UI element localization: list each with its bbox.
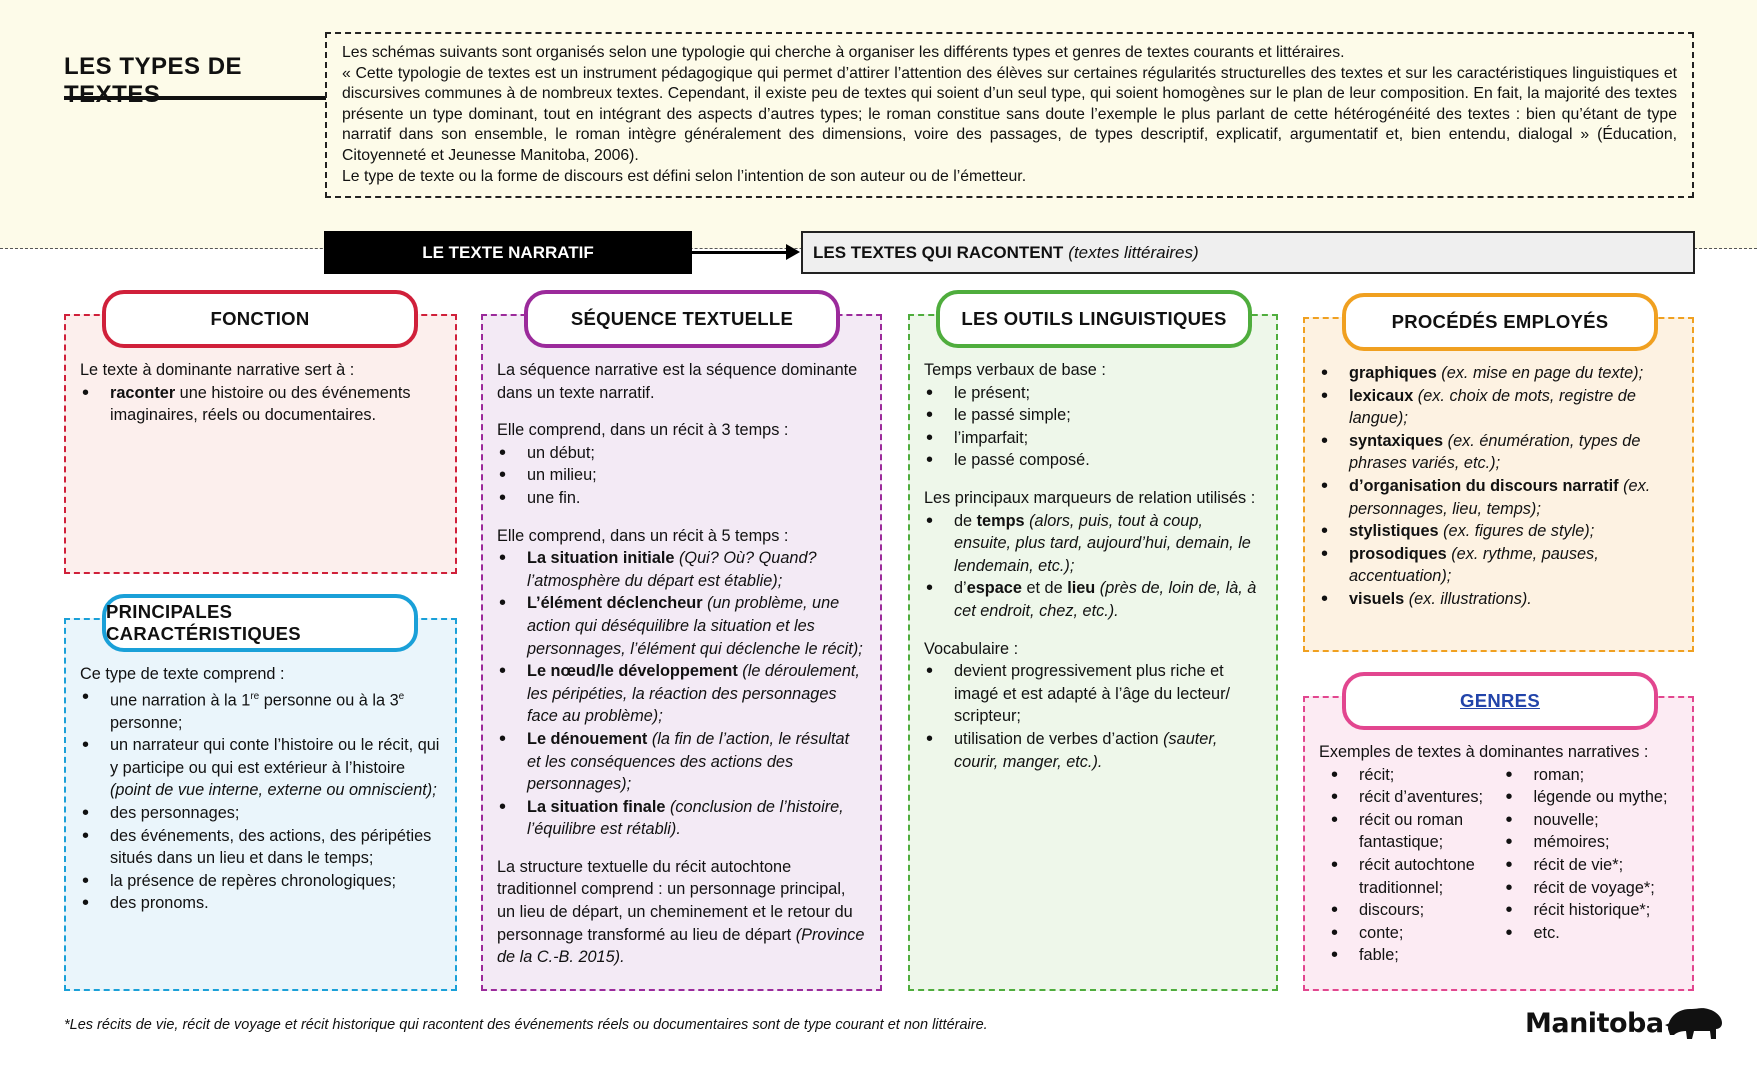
list-item — [1319, 520, 1678, 543]
list-item: • le passé composé. — [924, 449, 1262, 472]
car-item2-italic: (point de vue interne, externe ou omniscient); — [110, 781, 437, 800]
procede-bold: visuels — [1349, 589, 1405, 608]
fonction-list — [80, 382, 441, 427]
procede-bold: d’organisation du discours narratif — [1349, 476, 1619, 495]
caracteristiques-list — [80, 686, 441, 915]
list-item — [924, 510, 1262, 578]
genres-header — [1342, 672, 1658, 730]
marq2-bold1: espace — [966, 579, 1022, 598]
list-item: • des événements, des actions, des péripéties situés dans un lieu et dans le temps; — [80, 825, 441, 870]
outils-panel — [908, 314, 1278, 991]
autochtone-ref: (Province de la C.-B. 2015). — [497, 925, 865, 967]
car-item1-sup2: e — [398, 690, 405, 702]
footnote: *Les récits de vie, récit de voyage et récit historique qui racontent des événements réels ou documentaires sont de type courant et non littéraire. — [64, 1017, 988, 1033]
list-item: • conte; — [1329, 922, 1504, 945]
list-item — [80, 734, 441, 802]
list-item: • le présent; — [924, 382, 1262, 405]
list-item: • récit autochtone traditionnel; — [1329, 854, 1504, 899]
page-title: LES TYPES DE TEXTES — [64, 53, 326, 100]
manitoba-logo — [1525, 1003, 1726, 1043]
list-item: • fable; — [1329, 944, 1504, 967]
seq-step-bold: Le nœud/le développement — [527, 662, 738, 681]
genres-col2 — [1504, 764, 1679, 967]
sequence-three-intro: Elle comprend, dans un récit à 3 temps : — [497, 421, 789, 440]
outils-temps-intro: Temps verbaux de base : — [924, 361, 1106, 379]
arrow-right-icon — [786, 244, 800, 260]
procede-italic: (ex. choix de mots, registre de langue); — [1349, 386, 1636, 428]
car-item1-a: une narration à la 1 — [110, 691, 251, 710]
list-item — [497, 796, 866, 841]
genres-panel — [1303, 696, 1694, 991]
list-item — [497, 660, 866, 728]
fonction-panel — [64, 314, 457, 574]
texte-narratif-label: LE TEXTE NARRATIF — [324, 231, 692, 274]
procede-italic: (ex. figures de style); — [1438, 522, 1595, 541]
autochtone-text: La structure textuelle du récit autochtone traditionnel comprend : un personnage principal, un lieu de départ, un cheminement et le retour du personnage transformé au lieu de départ — [497, 857, 853, 944]
outils-vocab-list — [924, 660, 1262, 773]
list-item — [1319, 430, 1678, 475]
list-item: • l’imparfait; — [924, 427, 1262, 450]
logo-text: Manitoba — [1525, 1007, 1664, 1039]
procede-italic: (ex. énumération, types de phrases variés, etc.); — [1349, 431, 1641, 473]
list-item: • un milieu; — [497, 464, 866, 487]
list-item: • etc. — [1504, 922, 1679, 945]
list-item: • discours; — [1329, 899, 1504, 922]
seq-step-italic: (le déroulement, les péripéties, la réaction des personnages face au problème); — [527, 662, 860, 726]
genres-link[interactable]: GENRES — [1460, 690, 1540, 711]
procede-italic: (ex. illustrations). — [1404, 589, 1532, 608]
list-item: • mémoires; — [1504, 831, 1679, 854]
marq2-a: d’ — [954, 579, 967, 598]
list-item — [1319, 588, 1678, 611]
list-item: • récit historique*; — [1504, 899, 1679, 922]
car-item1-sup1: re — [250, 690, 260, 702]
sequence-panel — [481, 314, 882, 991]
outils-temps-list — [924, 382, 1262, 472]
marq1-pre: de — [954, 511, 977, 530]
seq-step-italic: (la fin de l’action, le résultat et les conséquences des actions des personnages); — [527, 729, 850, 794]
list-item — [1319, 385, 1678, 430]
marq1-italic: (alors, puis, tout à coup, ensuite, plus tard, aujourd’hui, demain, le lendemain, etc.); — [954, 511, 1251, 575]
sequence-header: SÉQUENCE TEXTUELLE — [524, 290, 840, 348]
outils-marq-intro: Les principaux marqueurs de relation utilisés : — [924, 488, 1256, 507]
list-item — [1319, 475, 1678, 520]
sequence-five-list — [497, 547, 866, 841]
arrow-line — [692, 251, 788, 254]
procede-italic: (ex. mise en page du texte); — [1436, 364, 1644, 382]
procede-bold: stylistiques — [1349, 522, 1439, 541]
sequence-five-intro: Elle comprend, dans un récit à 5 temps : — [497, 526, 789, 545]
bison-icon — [1664, 1003, 1726, 1043]
procede-bold: graphiques — [1349, 364, 1437, 382]
caracteristiques-intro: Ce type de texte comprend : — [80, 665, 285, 683]
procedes-list — [1319, 362, 1678, 611]
procede-bold: syntaxiques — [1349, 431, 1444, 450]
list-item: • légende ou mythe; — [1504, 786, 1679, 809]
list-item: • roman; — [1504, 764, 1679, 787]
list-item: • un début; — [497, 442, 866, 465]
procedes-panel — [1303, 317, 1694, 652]
list-item: • la présence de repères chronologiques; — [80, 870, 441, 893]
list-item: • des personnages; — [80, 802, 441, 825]
seq-step-bold: La situation finale — [527, 797, 666, 816]
outils-marq-list — [924, 510, 1262, 623]
intro-box — [325, 32, 1694, 198]
list-item — [80, 686, 441, 735]
procede-italic: (ex. rythme, pauses, accentuation); — [1349, 544, 1599, 586]
intro-paragraph-3: Le type de texte ou la forme de discours est défini selon l’intention de son auteur ou de l’émetteur. — [342, 167, 1027, 185]
seq-step-italic: (Qui? Où? Quand? l’atmosphère du départ est établie); — [527, 549, 817, 590]
seq-step-italic: (un problème, une action qui déséquilibre la situation et les personnages, l’élément qui déclenche le récit); — [527, 594, 863, 658]
racontent-italic: (textes littéraires) — [1068, 242, 1199, 262]
outils-header: LES OUTILS LINGUISTIQUES — [936, 290, 1252, 348]
marq1-bold: temps — [976, 511, 1025, 530]
fonction-header: FONCTION — [102, 290, 418, 348]
outils-vocab-intro: Vocabulaire : — [924, 639, 1019, 658]
list-item: • récit de voyage*; — [1504, 877, 1679, 900]
seq-step-bold: Le dénouement — [527, 729, 648, 748]
sequence-intro: La séquence narrative est la séquence dominante dans un texte narratif. — [497, 361, 858, 402]
list-item — [1319, 543, 1678, 588]
fonction-intro: Le texte à dominante narrative sert à : — [80, 361, 355, 379]
marq2-italic: (près de, loin de, là, à cet endroit, chez, etc.). — [954, 579, 1257, 620]
procede-bold: lexicaux — [1349, 386, 1414, 405]
intro-paragraph-1: Les schémas suivants sont organisés selon une typologie qui cherche à organiser les différents types et genres de textes courants et littéraires. — [342, 44, 1345, 61]
list-item — [1319, 362, 1678, 385]
caracteristiques-panel — [64, 618, 457, 991]
procede-bold: prosodiques — [1349, 544, 1447, 563]
list-item: • récit; — [1329, 764, 1504, 787]
vocab2-text: utilisation de verbes d’action — [954, 729, 1164, 748]
sequence-three-list — [497, 442, 866, 510]
fonction-item-text: une histoire ou des événements imaginaires, réels ou documentaires. — [110, 383, 411, 425]
list-item — [497, 592, 866, 660]
list-item: • nouvelle; — [1504, 809, 1679, 832]
marq2-b: et de — [1021, 579, 1068, 598]
procedes-header: PROCÉDÉS EMPLOYÉS — [1342, 293, 1658, 351]
seq-step-italic: (conclusion de l’histoire, l’équilibre est rétabli). — [527, 797, 844, 839]
textes-racontent-label — [801, 231, 1695, 274]
seq-step-bold: L’élément déclencheur — [527, 594, 703, 613]
car-item2-text: un narrateur qui conte l’histoire ou le récit, qui y participe ou qui est extérieur à l’histoire — [110, 736, 440, 777]
procede-italic: (ex. personnages, lieu, temps); — [1349, 476, 1651, 518]
genres-intro: Exemples de textes à dominantes narratives : — [1319, 743, 1649, 761]
list-item: • récit d’aventures; — [1329, 786, 1504, 809]
vocab2-italic: (sauter, courir, manger, etc.). — [954, 729, 1218, 771]
list-item — [924, 577, 1262, 622]
genres-columns — [1319, 764, 1678, 967]
genres-col1 — [1329, 764, 1504, 967]
caracteristiques-header: PRINCIPALES CARACTÉRISTIQUES — [102, 594, 418, 652]
list-item: • devient progressivement plus riche et imagé et est adapté à l’âge du lecteur/ scripteur; — [924, 660, 1262, 728]
seq-step-bold: La situation initiale — [527, 549, 675, 568]
list-item — [497, 547, 866, 592]
list-item: • récit de vie*; — [1504, 854, 1679, 877]
list-item — [924, 728, 1262, 773]
list-item: • le passé simple; — [924, 404, 1262, 427]
list-item: • récit ou roman fantastique; — [1329, 809, 1504, 854]
fonction-item-bold: raconter — [110, 383, 176, 402]
racontent-bold: LES TEXTES QUI RACONTENT — [813, 242, 1064, 262]
intro-paragraph-2: « Cette typologie de textes est un instrument pédagogique qui permet d’attirer l’attention des élèves sur certaines régularités structurelles des textes et sur les caractéristiques linguistiques et discursives communes à de nombreux textes. Cependant, il existe peu de textes qui soient d’un seul type, qui soient homogènes sur le plan de leur composition. En fait, la majorité des textes présente un type dominant, tout en intégrant des aspects d’autres types; le roman constitue sans doute l’exemple le plus parlant de cette hétérogénéité des textes : bien qu’étant de type narratif dans son ensemble, le roman intègre généralement des dimensions, voire des passages, de types descriptif, explicatif, argumentatif et, bien entendu, dialogal » (Éducation, Citoyenneté et Jeunesse Manitoba, 2006). — [342, 64, 1677, 164]
car-item1-c: personne; — [110, 713, 183, 732]
list-item: • une fin. — [497, 487, 866, 510]
marq2-bold2: lieu — [1067, 579, 1096, 598]
list-item: • des pronoms. — [80, 892, 441, 915]
list-item — [80, 382, 441, 427]
car-item1-b: personne ou à la 3 — [259, 691, 399, 710]
list-item — [497, 728, 866, 796]
sequence-autochtone — [497, 856, 866, 969]
